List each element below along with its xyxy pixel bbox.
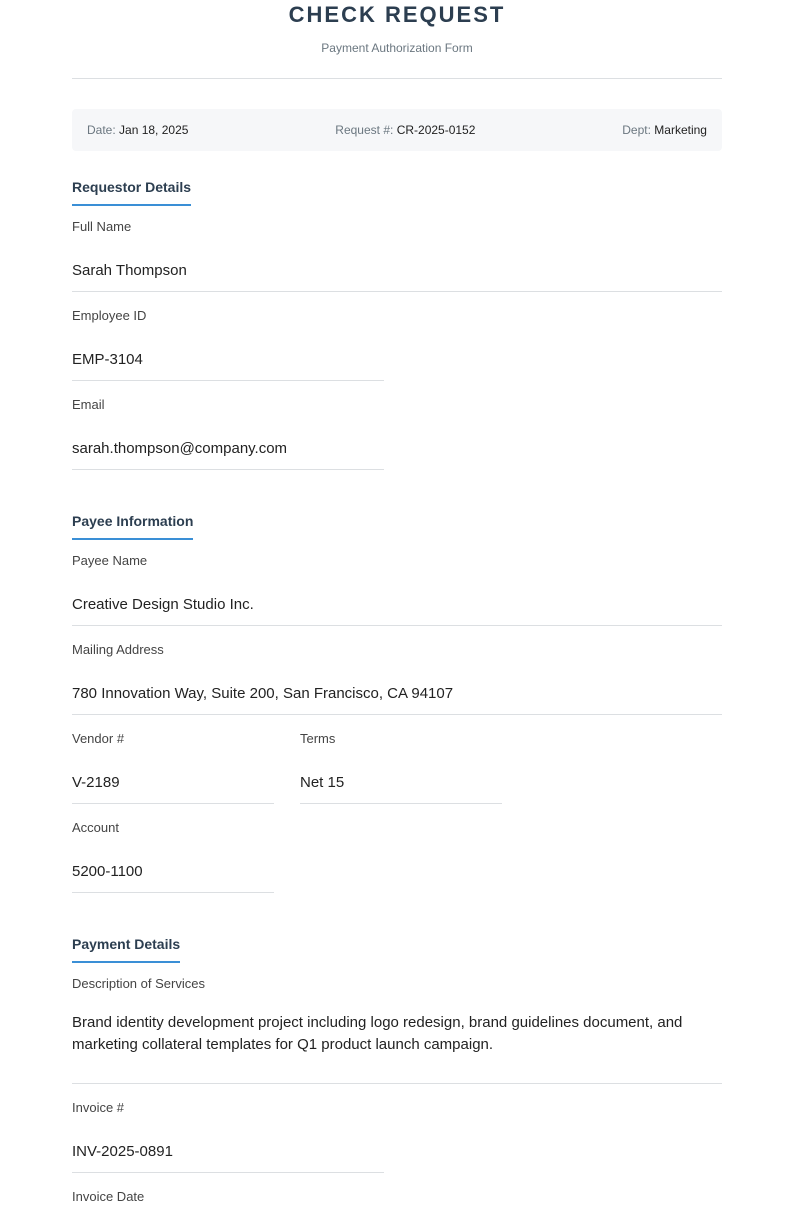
vendor-terms-row bbox=[72, 715, 722, 804]
field-label: Vendor # bbox=[72, 731, 125, 746]
page-title: CHECK REQUEST bbox=[288, 2, 506, 27]
meta-request bbox=[335, 123, 475, 137]
meta-request-value: CR-2025-0152 bbox=[396, 123, 476, 137]
meta-bar bbox=[72, 109, 722, 151]
meta-dept-value: Marketing bbox=[654, 123, 707, 137]
field-value[interactable]: Creative Design Studio Inc. bbox=[72, 596, 254, 613]
section-heading-payment: Payment Details bbox=[72, 935, 180, 963]
account-field[interactable] bbox=[72, 820, 274, 893]
form-body bbox=[72, 178, 722, 1216]
employee-id-field[interactable] bbox=[72, 308, 384, 381]
field-label: Mailing Address bbox=[72, 642, 164, 657]
invoice-number-field[interactable] bbox=[72, 1100, 384, 1173]
full-name-field[interactable] bbox=[72, 219, 722, 292]
field-label: Payee Name bbox=[72, 553, 148, 568]
meta-request-label: Request #: bbox=[335, 123, 394, 137]
field-label: Invoice # bbox=[72, 1100, 125, 1115]
field-label: Invoice Date bbox=[72, 1189, 145, 1204]
meta-date-value: Jan 18, 2025 bbox=[119, 123, 189, 137]
meta-dept bbox=[622, 123, 707, 137]
field-label: Account bbox=[72, 820, 119, 835]
field-value[interactable]: EMP-3104 bbox=[72, 351, 143, 368]
field-label: Full Name bbox=[72, 219, 132, 234]
email-field[interactable] bbox=[72, 397, 384, 470]
meta-date bbox=[87, 123, 188, 137]
meta-dept-label: Dept: bbox=[622, 123, 651, 137]
field-value[interactable]: 780 Innovation Way, Suite 200, San Francisco, CA 94107 bbox=[72, 685, 454, 702]
terms-field[interactable] bbox=[300, 715, 502, 804]
vendor-field[interactable] bbox=[72, 715, 274, 804]
field-label: Description of Services bbox=[72, 976, 205, 991]
field-value[interactable]: Sarah Thompson bbox=[72, 262, 187, 279]
field-value[interactable]: Brand identity development project including logo redesign, brand guidelines document, and marketing collateral templates for Q1 product launch campaign. bbox=[72, 1014, 683, 1053]
field-value[interactable]: V-2189 bbox=[72, 774, 120, 791]
payee-name-field[interactable] bbox=[72, 553, 722, 626]
field-value[interactable]: INV-2025-0891 bbox=[72, 1143, 173, 1160]
page-subtitle: Payment Authorization Form bbox=[321, 41, 473, 55]
field-label: Email bbox=[72, 397, 105, 412]
header-divider bbox=[72, 78, 722, 79]
description-field[interactable] bbox=[72, 976, 722, 1084]
field-label: Employee ID bbox=[72, 308, 147, 323]
field-value[interactable]: Net 15 bbox=[300, 774, 345, 791]
meta-date-label: Date: bbox=[87, 123, 116, 137]
mailing-address-field[interactable] bbox=[72, 642, 722, 715]
section-heading-requestor: Requestor Details bbox=[72, 178, 191, 206]
field-value[interactable]: sarah.thompson@company.com bbox=[72, 440, 288, 457]
section-heading-payee: Payee Information bbox=[72, 512, 193, 540]
invoice-date-field[interactable] bbox=[72, 1189, 384, 1216]
field-label: Terms bbox=[300, 731, 336, 746]
field-value[interactable]: 5200-1100 bbox=[72, 863, 143, 880]
